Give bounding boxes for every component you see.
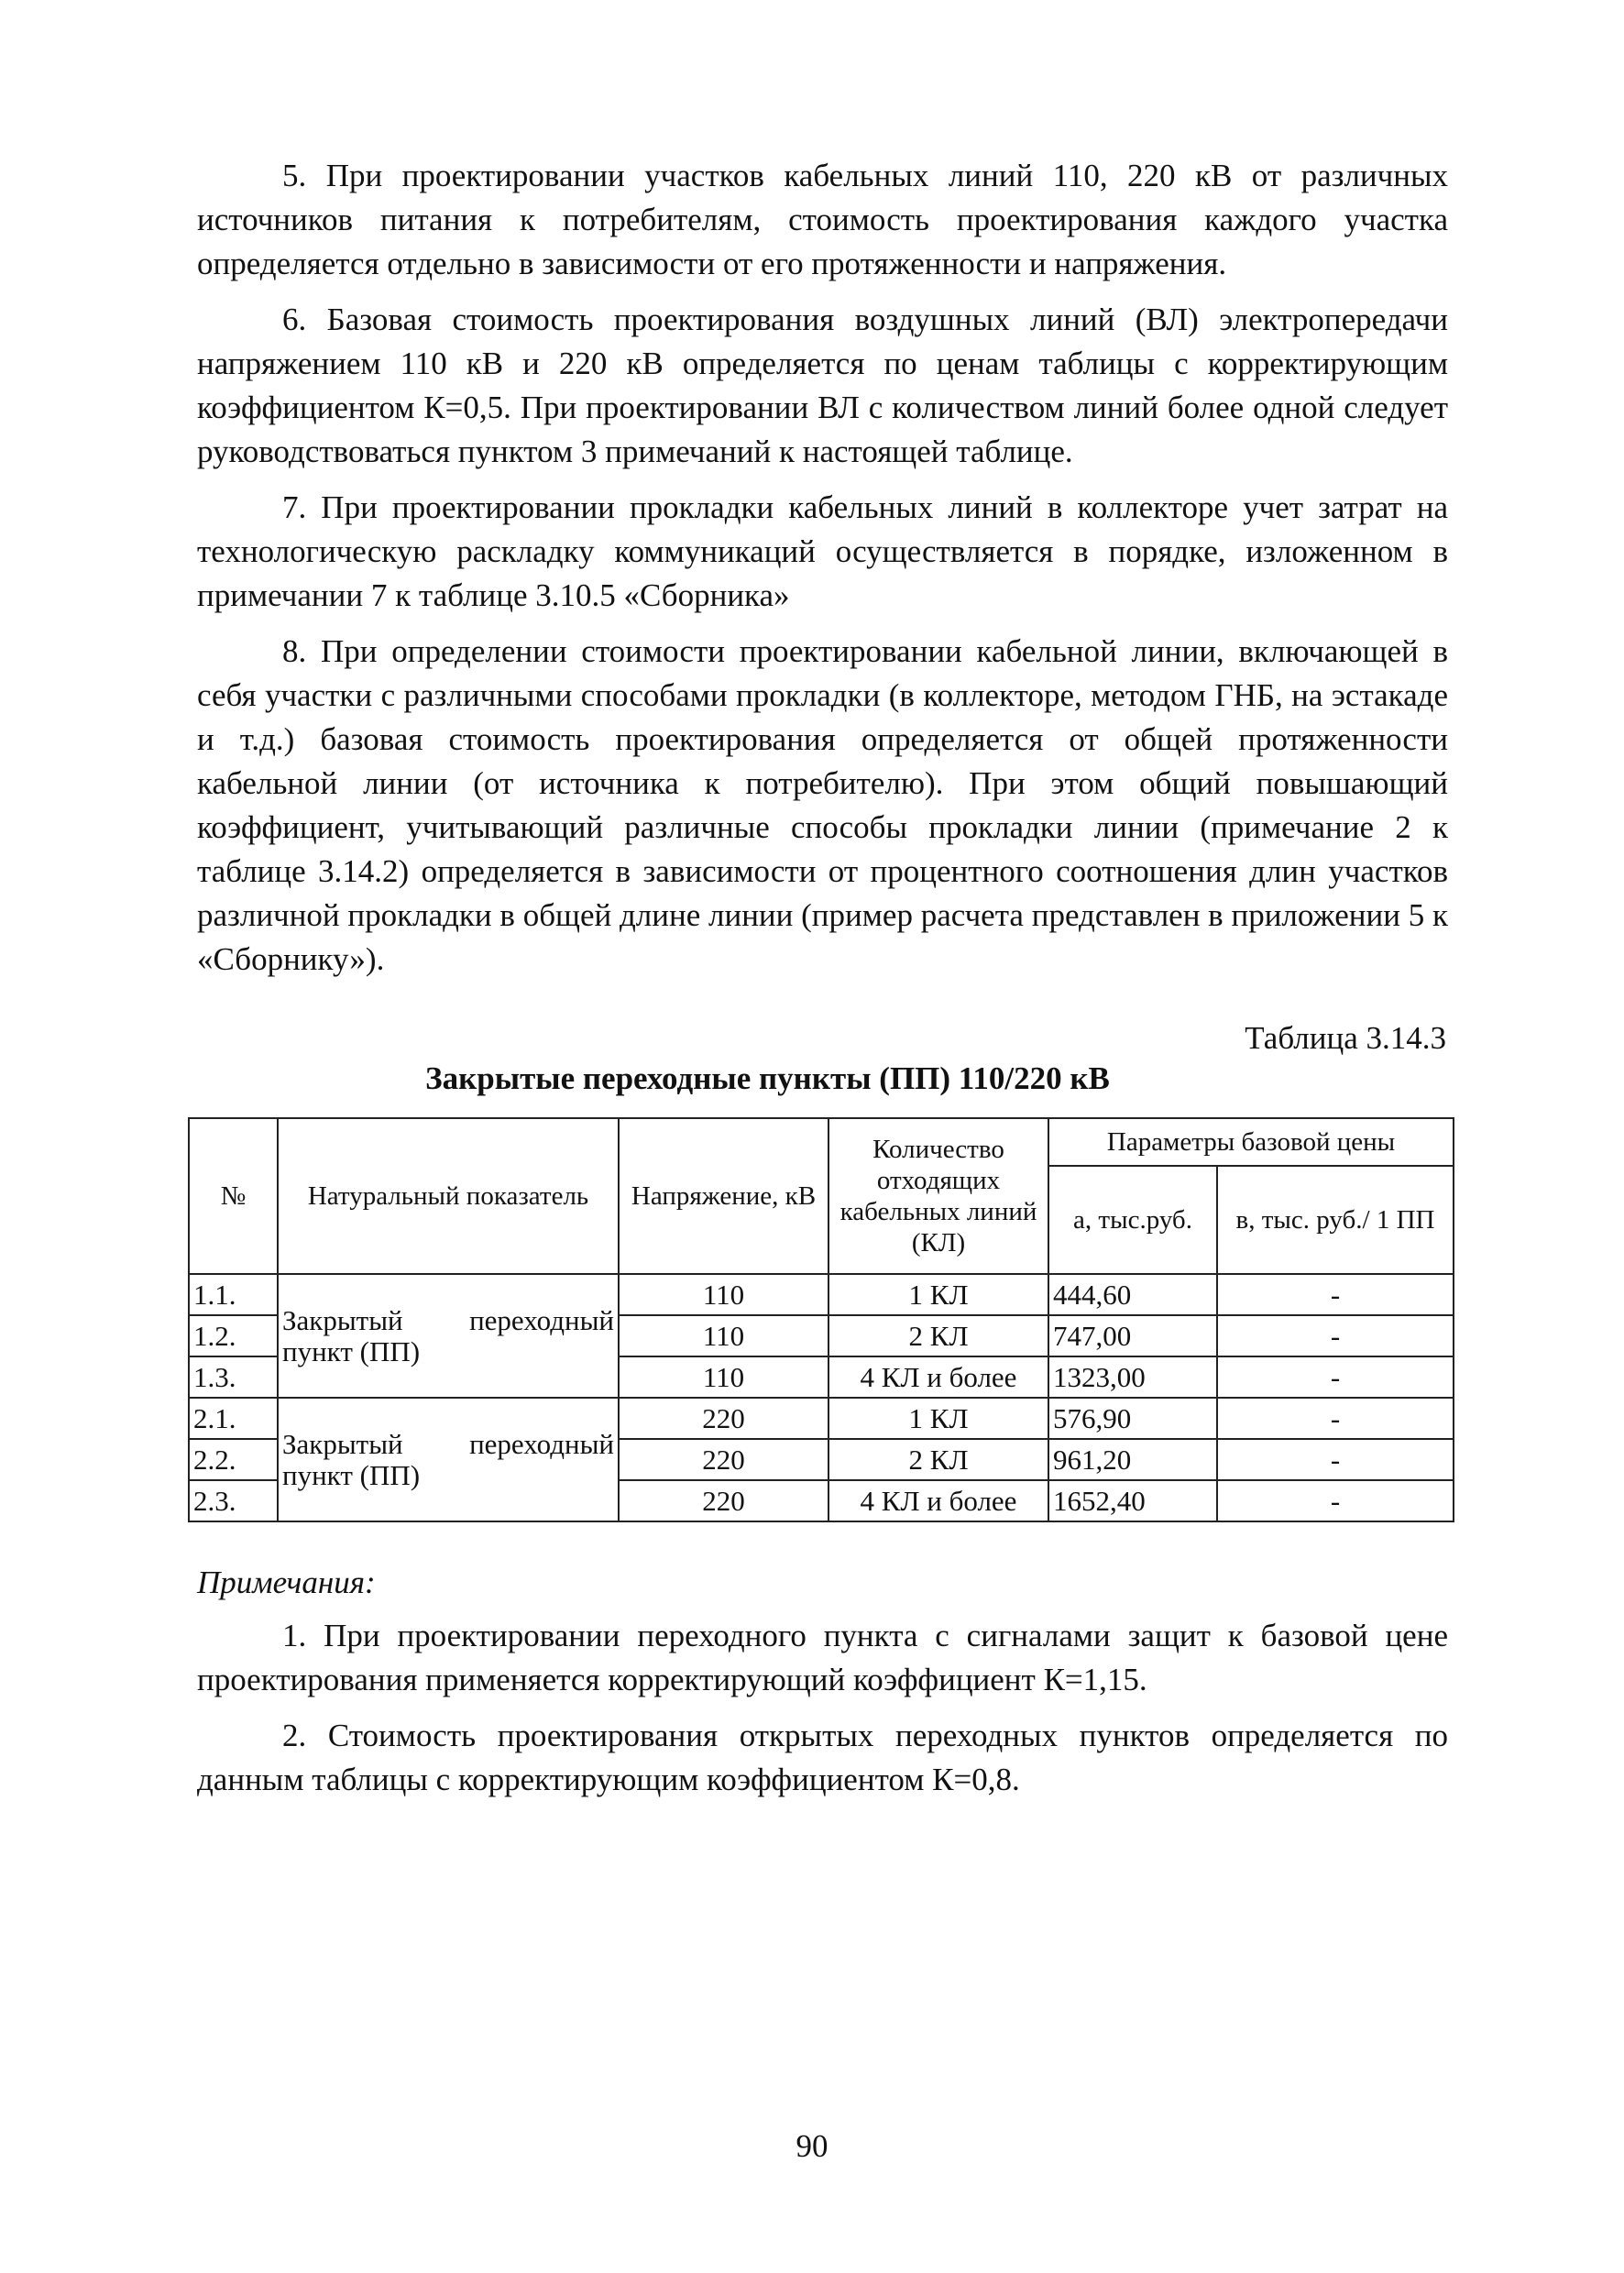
- paragraph-5: 5. При проектировании участков кабельных линий 110, 220 кВ от различных источников питания к потребителям, стоимость проектирования каждого участка определяется отдельно в зависимости от его протяженности и напряжения.: [197, 158, 1448, 281]
- row-num: 2.3.: [189, 1480, 278, 1521]
- row-price-a: 444,60: [1048, 1274, 1217, 1315]
- row-price-a: 961,20: [1048, 1439, 1217, 1480]
- row-price-b: -: [1217, 1439, 1454, 1480]
- row-lines: 1 КЛ: [828, 1274, 1048, 1315]
- row-price-b: -: [1217, 1274, 1454, 1315]
- row-price-b: -: [1217, 1356, 1454, 1398]
- header-b: в, тыс. руб./ 1 ПП: [1217, 1166, 1454, 1274]
- row-indicator: Закрытый переходный пункт (ПП): [278, 1274, 619, 1398]
- header-params: Параметры базовой цены: [1048, 1118, 1454, 1166]
- table-row: [189, 1274, 1454, 1315]
- header-a: а, тыс.руб.: [1048, 1166, 1217, 1274]
- row-price-a: 1323,00: [1048, 1356, 1217, 1398]
- page-content: [193, 154, 1448, 1814]
- row-voltage: 110: [619, 1274, 828, 1315]
- notes-title: Примечания:: [197, 1565, 376, 1600]
- paragraph-6: 6. Базовая стоимость проектирования воздушных линий (ВЛ) электропередачи напряжением 110 кВ и 220 кВ определяется по ценам таблицы с корректирующим коэффициентом К=0,5. При проектировании ВЛ с количеством линий более одной следует руководствоваться пунктом 3 примечаний к настоящей таблице.: [197, 302, 1448, 469]
- row-price-b: -: [1217, 1398, 1454, 1439]
- row-indicator: Закрытый переходный пункт (ПП): [278, 1398, 619, 1521]
- price-table: [188, 1117, 1454, 1522]
- row-num: 1.3.: [189, 1356, 278, 1398]
- row-num: 1.1.: [189, 1274, 278, 1315]
- row-voltage: 220: [619, 1480, 828, 1521]
- row-price-a: 576,90: [1048, 1398, 1217, 1439]
- row-price-b: -: [1217, 1480, 1454, 1521]
- table-title: Закрытые переходные пункты (ПП) 110/220 кВ: [425, 1060, 1110, 1096]
- header-lines: Количество отходящих кабельных линий (КЛ): [828, 1118, 1048, 1274]
- table-row: [189, 1398, 1454, 1439]
- row-price-a: 747,00: [1048, 1315, 1217, 1356]
- header-indicator: Натуральный показатель: [278, 1118, 619, 1274]
- row-lines: 4 КЛ и более: [828, 1356, 1048, 1398]
- row-lines: 2 КЛ: [828, 1439, 1048, 1480]
- paragraph-8: 8. При определении стоимости проектировании кабельной линии, включающей в себя участки с различными способами прокладки (в коллекторе, методом ГНБ, на эстакаде и т.д.) базовая стоимость проектирования определяется от общей протяженности кабельной линии (от источника к потребителю). При этом общий повышающий коэффициент, учитывающий различные способы прокладки линии (примечание 2 к таблице 3.14.2) определяется в зависимости от процентного соотношения длин участков различной прокладки в общей длине линии (пример расчета представлен в приложении 5 к «Сборнику»).: [197, 633, 1448, 977]
- header-num: №: [189, 1118, 278, 1274]
- row-voltage: 110: [619, 1315, 828, 1356]
- row-price-b: -: [1217, 1315, 1454, 1356]
- row-voltage: 220: [619, 1398, 828, 1439]
- table-caption: Таблица 3.14.3: [1245, 1020, 1446, 1056]
- row-lines: 2 КЛ: [828, 1315, 1048, 1356]
- header-voltage: Напряжение, кВ: [619, 1118, 828, 1274]
- row-lines: 4 КЛ и более: [828, 1480, 1048, 1521]
- row-price-a: 1652,40: [1048, 1480, 1217, 1521]
- row-voltage: 110: [619, 1356, 828, 1398]
- row-num: 2.1.: [189, 1398, 278, 1439]
- page-number: 90: [796, 2128, 828, 2164]
- row-voltage: 220: [619, 1439, 828, 1480]
- note-1: 1. При проектировании переходного пункта с сигналами защит к базовой цене проектирования применяется корректирующий коэффициент К=1,15.: [197, 1618, 1448, 1697]
- note-2: 2. Стоимость проектирования открытых переходных пунктов определяется по данным таблицы с корректирующим коэффициентом К=0,8.: [197, 1718, 1448, 1797]
- row-lines: 1 КЛ: [828, 1398, 1048, 1439]
- paragraph-7: 7. При проектировании прокладки кабельных линий в коллекторе учет затрат на технологическую раскладку коммуникаций осуществляется в порядке, изложенном в примечании 7 к таблице 3.10.5 «Сборника»: [197, 489, 1448, 613]
- row-num: 2.2.: [189, 1439, 278, 1480]
- row-num: 1.2.: [189, 1315, 278, 1356]
